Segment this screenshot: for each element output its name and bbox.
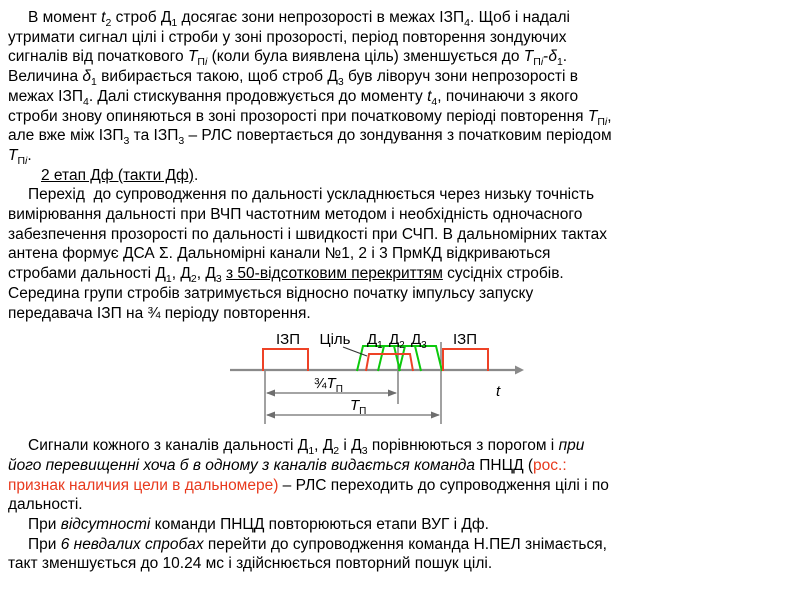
text-run: , [607,107,612,125]
text-line [8,554,796,574]
text-run: П [197,56,205,69]
text-run: П [17,155,26,168]
text-run: , Д [171,265,191,283]
text-run: – РЛС переходить до супроводження цілі і по [278,476,609,494]
text-line [8,244,796,264]
text-run: . [27,146,32,164]
text-line [8,107,796,127]
text-line [8,146,796,166]
text-run: стробами дальності Д [8,265,166,283]
text-run: і [204,56,208,69]
text-line [8,456,796,476]
text-line [8,264,796,284]
dim-arrow-right-1 [388,390,397,397]
text-run: 2 етап Дф (такти Дф) [41,166,194,184]
text-run: але вже між ІЗП [8,127,124,145]
text-run: . [193,166,199,184]
text-run: 2 [105,17,112,30]
text-line [8,8,796,28]
text-run: забезпечення прозорості по дальності і швидкості при СЧП. В дальномірних тактах [8,225,608,243]
text-run: Середина групи стробів затримується відносно початку імпульсу запуску [8,284,534,302]
strobe-d1-label: $Д_1$ [367,331,383,352]
text-line [8,225,796,245]
text-run: 4 [464,17,470,30]
dim-arrow-left-1 [266,390,275,397]
text-run: 2 [190,273,197,286]
izp-pulse-left [263,349,308,371]
text-run: рос.: [533,456,567,474]
text-run: сусідніх стробів. [442,265,564,283]
text-run: t [101,9,106,26]
target-label: Ціль [319,331,351,349]
text-run: і [604,115,608,128]
izp-left-label: ІЗП [275,331,301,349]
timing-diagram-svg [230,328,576,430]
text-run: П [597,115,605,128]
text-line [8,304,796,324]
text-run: строби знову опиняються в зоні прозорості при початковому періоді повторення [8,107,588,125]
text-run: 3 [178,135,185,148]
text-run: і Д [339,437,362,455]
text-run: 1 [171,17,178,30]
text-line [8,67,796,87]
dim-arrow-left-2 [266,412,275,419]
text-run: T [587,107,598,125]
text-line [8,28,796,48]
dim-arrow-right-2 [431,412,440,419]
text-run: відсутності [60,516,151,534]
text-run: (коли була виявлена ціль) зменшується до [207,48,524,66]
text-line [8,166,796,186]
time-axis-label: t [496,383,501,401]
text-run: сигналів від початкового [8,48,188,66]
text-run: 3 [361,445,368,458]
izp-right-label: ІЗП [452,331,478,349]
heading-stage2 [8,166,796,186]
text-run: T [523,48,534,66]
text-run: t [427,87,432,105]
paragraph-range-tracking [8,185,796,323]
text-run: 3 [123,135,130,148]
strobe-d2-label: $Д_2$ [389,331,405,352]
text-run: , починаючи з якого [437,87,579,105]
text-run: вимірювання дальності при ВЧП частотним методом і необхідність одночасного [8,206,583,224]
time-axis-arrow [515,366,524,375]
paragraph-no-pncd [8,515,796,535]
text-run: дальності. [8,496,83,514]
text-run: порівнюються з порогом і [367,437,559,455]
text-run: досягає зони непрозорості в межах ІЗП [177,9,465,26]
text-run: антена формує ДСА Σ. Дальномірні канали №1, 2 і 3 ПрмКД відкриваються [8,245,551,263]
text-line [8,205,796,225]
text-run: 6 невдалих спробах [60,535,204,553]
text-run: та ІЗП [129,127,179,145]
text-run: . Щоб і надалі [469,9,570,26]
text-run: 1 [91,76,97,89]
strobe-d3-label: $Д_3$ [411,331,427,352]
text-line [8,476,796,496]
izp-pulse-right [443,349,488,371]
text-run: і [25,155,28,168]
text-run: його перевищенні хоча б в одному з каналів видається команда [8,456,475,474]
target-echo-pulse [366,354,413,371]
text-run: признак наличия цели в дальномере) [8,476,279,494]
text-run: і [540,56,544,69]
text-run: вибирається такою, щоб строб Д [96,68,338,86]
text-line [8,47,796,67]
text-run: утримати сигнал цілі і строби у зоні прозорості, період повторення зондуючих [8,28,567,46]
text-run: . Далі стискування продовжується до моменту [88,87,428,105]
text-line [8,87,796,107]
text-run: 3 [337,76,344,89]
text-run: 3 [215,273,222,286]
text-run: , Д [314,437,334,455]
text-run: 1 [308,445,315,458]
period-label: $T_П$ [350,397,367,418]
text-run: межах ІЗП [8,87,83,105]
text-run: δ [548,48,557,66]
text-line [8,284,796,304]
three-quarter-period-label: $\frac{3}{4}T_П$ [314,375,343,396]
text-run: Перехід до супроводження по дальності ускладнюється через низьку точність [28,186,595,204]
text-run: П [533,56,541,69]
text-run: при [558,437,585,455]
text-run: був ліворуч зони непрозорості в [343,68,578,86]
text-run: , Д [196,265,216,283]
text-run: 4 [431,95,438,108]
text-run: . [562,48,568,66]
paragraph-stage1-compression [8,8,796,166]
text-run: з 50-відсотковим перекриттям [226,265,443,283]
text-run: T [8,146,18,164]
text-run: перейти до супроводження команда Н.ПЕЛ знімається, [203,535,607,553]
text-run: - [543,48,549,66]
text-run: T [187,48,198,66]
text-run: При [28,516,61,534]
text-run: 1 [556,56,563,69]
text-line [8,495,796,515]
paragraph-six-failed-attempts [8,535,796,574]
text-run: В момент [28,9,102,26]
text-run: 2 [333,445,340,458]
text-run: 1 [165,273,172,286]
text-line [8,515,796,535]
text-run: Величина [8,68,83,86]
timing-diagram [230,328,576,430]
text-run: ПНЦД ( [474,456,534,474]
text-run: передавача ІЗП на ¾ періоду повторення. [8,304,311,322]
text-run: 4 [82,95,89,108]
paragraph-pncd-command [8,436,796,515]
text-run: Сигнали кожного з каналів дальності Д [28,437,309,455]
text-line [8,185,796,205]
text-run: – РЛС повертається до зондування з початковим періодом [184,127,612,145]
text-run: δ [82,68,91,86]
text-run: строб Д [111,9,172,26]
text-run: команди ПНЦД повторюються етапи ВУГ і Дф. [150,516,489,534]
text-line [8,126,796,146]
text-run: такт зменшується до 10.24 мс і здійснюється повторний пошук цілі. [8,555,493,573]
text-line [8,436,796,456]
text-run: При [28,535,61,553]
text-line [8,535,796,555]
